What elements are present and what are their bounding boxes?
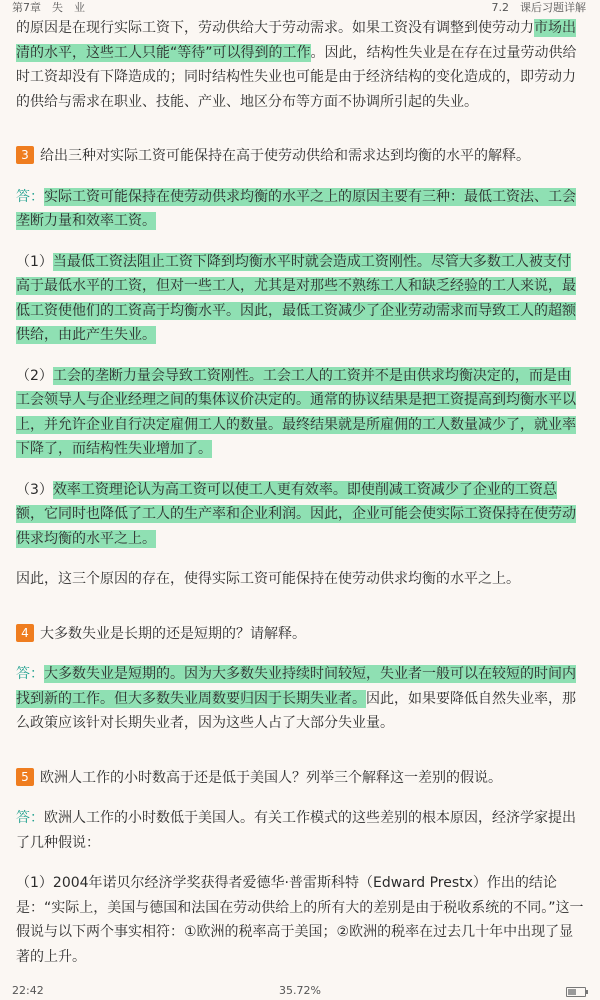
point-prefix: （3） bbox=[16, 481, 53, 498]
intro-rest: 。因此，结构性失业是在存在过量劳动供给时工资却没有下降造成的；同时结构性失业也可能是由于经济结构的变化造成的，即劳动力的供给与需求在职业、技能、产业、地区分布等方面不协调所引起的失业。 bbox=[16, 44, 577, 110]
answer-rest: 因此，如果要降低自然失业率，那么政策应该针对长期失业者，因为这些人占了大部分失业量。 bbox=[16, 690, 576, 731]
section-title: 7.2 课后习题详解 bbox=[491, 1, 586, 14]
battery-icon bbox=[566, 987, 586, 997]
question-number-badge: 4 bbox=[16, 624, 34, 642]
highlight[interactable]: 大多数失业是短期的。因为大多数失业持续时间较短，失业者一般可以在较短的时间内找到新的工作。但大多数失业周数要归因于长期失业者。 bbox=[16, 666, 576, 707]
question-4 bbox=[16, 622, 584, 647]
highlight[interactable]: 工会的垄断力量会导致工资刚性。工会工人的工资并不是由供求均衡决定的，而是由工会领导人与企业经理之间的集体议价决定的。通常的协议结果是把工资提高到均衡水平以上，并允许企业自行决定雇佣工人的数量。最终结果就是所雇佣的工人数量减少了，就业率下降了，而结构性失业增加了。 bbox=[16, 367, 576, 457]
page-content bbox=[16, 16, 584, 969]
point-prefix: （2） bbox=[16, 367, 53, 384]
battery-level bbox=[568, 989, 576, 995]
point-prefix: （1） bbox=[16, 253, 53, 270]
highlight[interactable]: 市场出清的水平，这些工人只能“等待”可以得到的工作 bbox=[16, 20, 576, 61]
intro-line: 的原因是在现行实际工资下，劳动供给大于劳动需求。如果工资没有调整到使劳动力 bbox=[16, 20, 534, 36]
status-bar bbox=[0, 982, 600, 1000]
question-3 bbox=[16, 144, 584, 169]
question-5 bbox=[16, 766, 584, 791]
answer-4 bbox=[16, 662, 584, 736]
question-text: 欧洲人工作的小时数高于还是低于美国人？列举三个解释这一差别的假说。 bbox=[40, 769, 502, 786]
question-text: 大多数失业是长期的还是短期的？请解释。 bbox=[40, 625, 306, 642]
answer-label: 答： bbox=[16, 666, 44, 682]
question-number-badge: 5 bbox=[16, 768, 34, 786]
answer-5 bbox=[16, 806, 584, 855]
highlight[interactable]: 效率工资理论认为高工资可以使工人更有效率。即使削减工资减少了企业的工资总额，它同时也降低了工人的生产率和企业利润。因此，企业可能会使实际工资保持在使劳动供求均衡的水平之上。 bbox=[16, 481, 576, 547]
reading-progress: 35.72% bbox=[279, 984, 321, 997]
answer-label: 答： bbox=[16, 188, 44, 205]
chapter-title: 第7章 失 业 bbox=[12, 1, 85, 14]
answer-text: 欧洲人工作的小时数低于美国人。有关工作模式的这些差别的根本原因，经济学家提出了几种假说： bbox=[16, 810, 576, 851]
highlight[interactable]: 当最低工资法阻止工资下降到均衡水平时就会造成工资刚性。尽管大多数工人被支付高于最低水平的工资，但对一些工人，尤其是对那些不熟练工人和缺乏经验的工人来说，最低工资使他们的工资高于均衡水平。因此，最低工资减少了企业劳动需求而导致工人的超额供给，由此产生失业。 bbox=[16, 253, 576, 343]
intro-paragraph bbox=[16, 16, 584, 114]
answer-3-conclusion: 因此，这三个原因的存在，使得实际工资可能保持在使劳动供求均衡的水平之上。 bbox=[16, 571, 520, 587]
clock: 22:42 bbox=[12, 984, 44, 997]
answer-3-point-2 bbox=[16, 364, 584, 462]
question-number-badge: 3 bbox=[16, 146, 34, 164]
page-header bbox=[0, 0, 600, 16]
question-text: 给出三种对实际工资可能保持在高于使劳动供给和需求达到均衡的水平的解释。 bbox=[40, 148, 530, 164]
highlight[interactable]: 实际工资可能保持在使劳动供求均衡的水平之上的原因主要有三种：最低工资法、工会垄断力量和效率工资。 bbox=[16, 188, 576, 229]
answer-label: 答： bbox=[16, 810, 44, 826]
answer-3-point-1 bbox=[16, 250, 584, 348]
answer-3-point-3 bbox=[16, 478, 584, 552]
answer-3 bbox=[16, 185, 584, 234]
answer-5-point-1: （1）2004年诺贝尔经济学奖获得者爱德华·普雷斯科特（Edward Prestx）作出的结论是：“实际上，美国与德国和法国在劳动供给上的所有大的差别是由于税收系统的不同。”这一假说与以下两个事实相符：①欧洲的税率高于美国；②欧洲的税率在过去几十年中出现了显著的上升。 bbox=[16, 875, 584, 965]
